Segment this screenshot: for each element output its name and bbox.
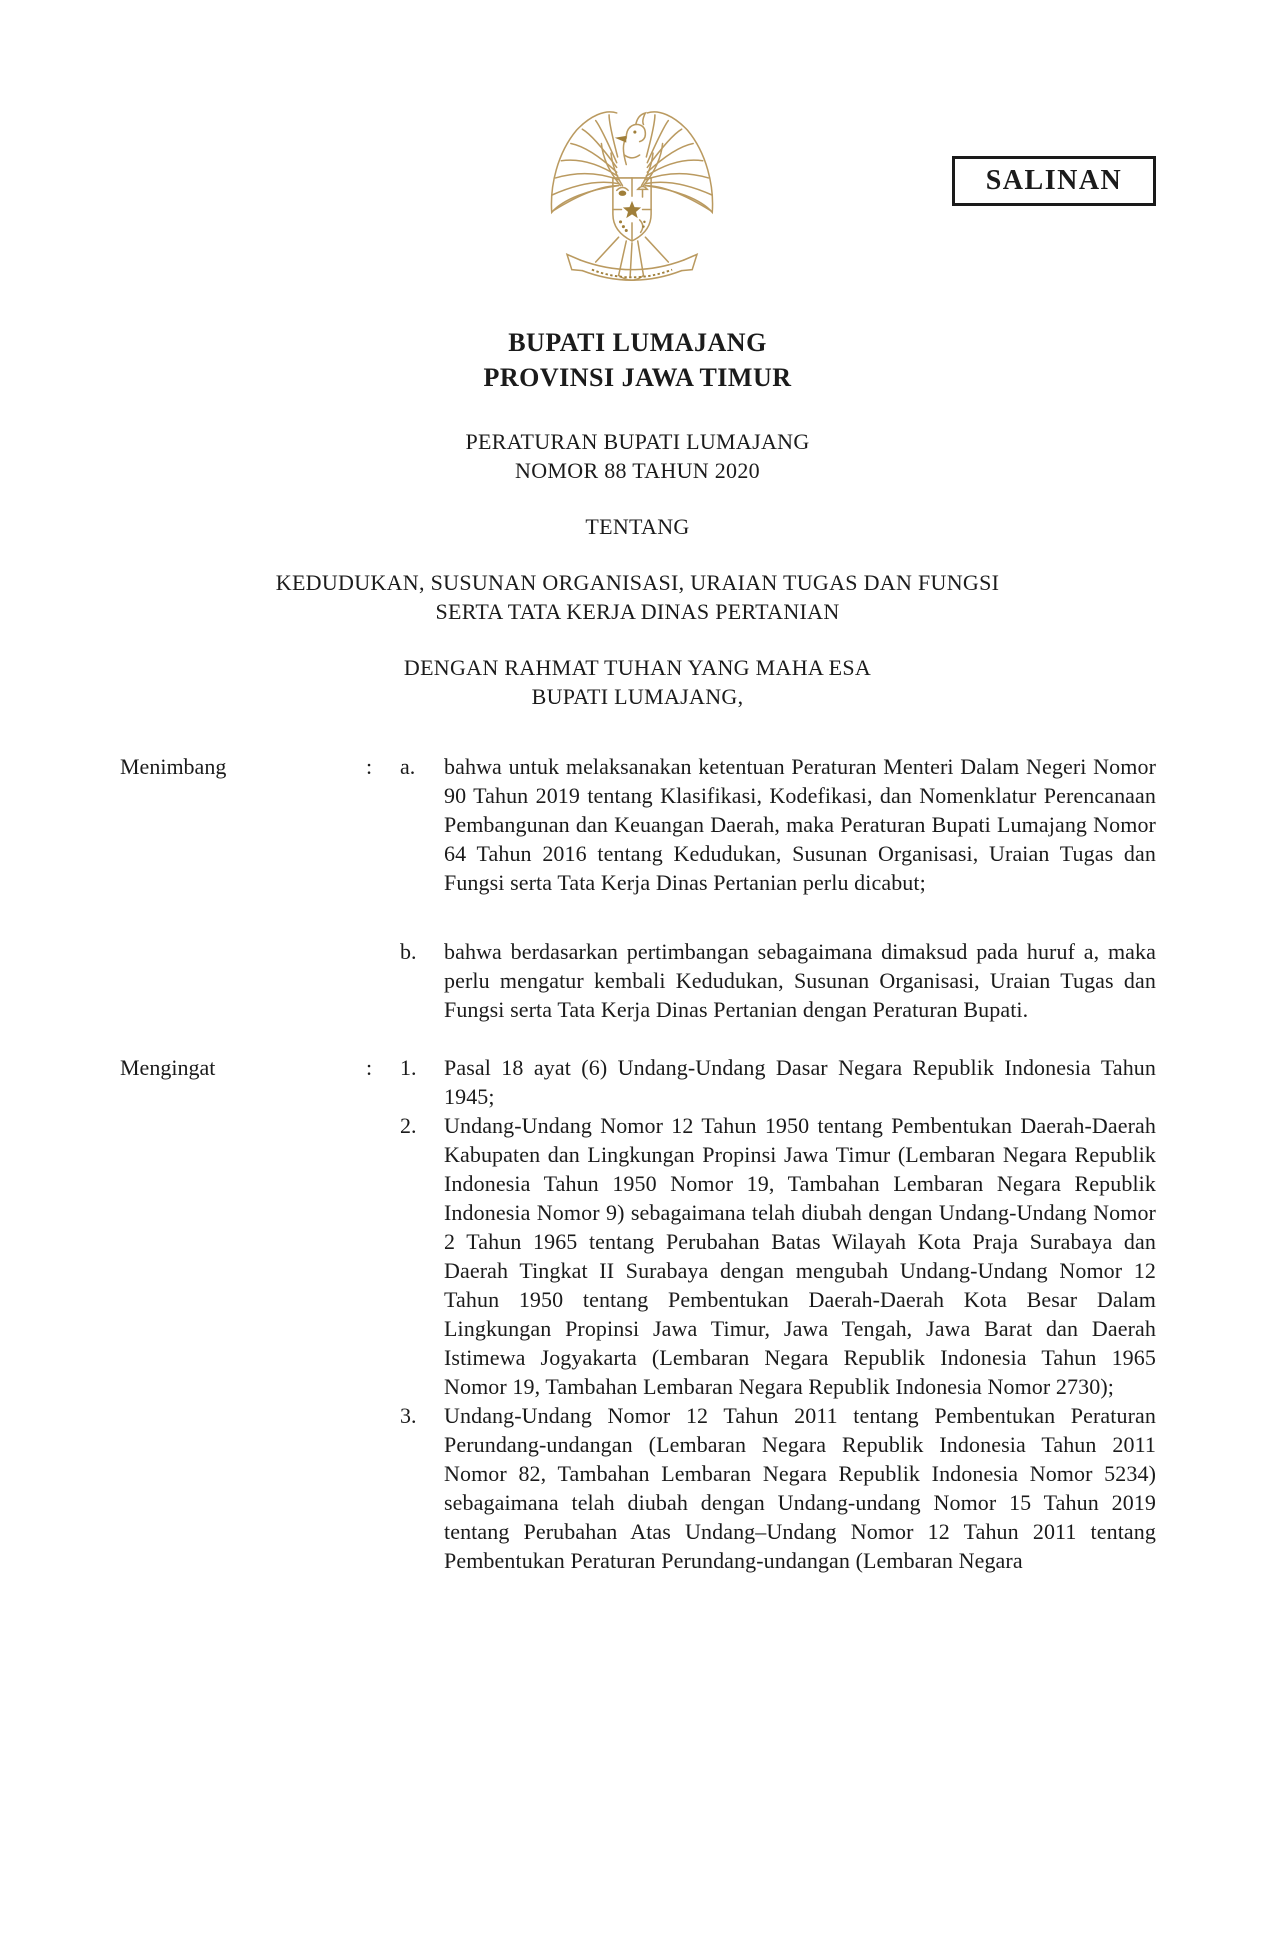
subject-line-2: SERTA TATA KERJA DINAS PERTANIAN: [435, 599, 840, 624]
invocation-line-2: BUPATI LUMAJANG,: [531, 684, 744, 709]
mengingat-item-2-text: Undang-Undang Nomor 12 Tahun 1950 tentang Pembentukan Daerah-Daerah Kabupaten dan Lingkungan Propinsi Jawa Timur (Lembaran Negara Republik Indonesia Tahun 1950 Nomor 19, Tambahan Lembaran Negara Republik Indonesia Nomor 9) sebagaimana telah diubah dengan Undang-Undang Nomor 2 Tahun 1965 tentang Perubahan Batas Wilayah Kota Praja Surabaya dan Daerah Tingkat II Surabaya dengan mengubah Undang-Undang Nomor 12 Tahun 1950 tentang Pembentukan Daerah-Daerah Kota Besar Dalam Lingkungan Propinsi Jawa Timur, Jawa Tengah, Jawa Barat dan Daerah Istimewa Jogyakarta (Lembaran Negara Republik Indonesia Tahun 1965 Nomor 19, Tambahan Lembaran Negara Republik Indonesia Nomor 2730);: [444, 1113, 1156, 1399]
mengingat-item-2-marker: 2.: [400, 1113, 417, 1138]
subject-line-1: KEDUDUKAN, SUSUNAN ORGANISASI, URAIAN TUGAS DAN FUNGSI: [275, 570, 1000, 595]
menimbang-items: [400, 752, 1156, 1024]
menimbang-colon: :: [366, 754, 373, 779]
regulation-title: PERATURAN BUPATI LUMAJANG: [465, 429, 810, 454]
mengingat-item-3: [400, 1401, 1156, 1575]
mengingat-item-1-text: Pasal 18 ayat (6) Undang-Undang Dasar Negara Republik Indonesia Tahun 1945;: [444, 1055, 1156, 1109]
invocation-line-1: DENGAN RAHMAT TUHAN YANG MAHA ESA: [403, 655, 872, 680]
letterhead-issuer: BUPATI LUMAJANG: [508, 328, 767, 357]
mengingat-item-3-marker: 3.: [400, 1403, 417, 1428]
regulation-number: NOMOR 88 TAHUN 2020: [515, 458, 760, 483]
letterhead-province: PROVINSI JAWA TIMUR: [483, 363, 792, 392]
mengingat-item-3-text: Undang-Undang Nomor 12 Tahun 2011 tentang Pembentukan Peraturan Perundang-undangan (Lembaran Negara Republik Indonesia Tahun 2011 Nomor 82, Tambahan Lembaran Negara Republik Indonesia Nomor 5234) sebagaimana telah diubah dengan Undang-undang Nomor 15 Tahun 2019 tentang Perubahan Atas Undang–Undang Nomor 12 Tahun 2011 tentang Pembentukan Peraturan Perundang-undangan (Lembaran Negara: [444, 1403, 1156, 1573]
menimbang-section: [120, 752, 1156, 1024]
menimbang-item-a-text: bahwa untuk melaksanakan ketentuan Peraturan Menteri Dalam Negeri Nomor 90 Tahun 2019 tentang Klasifikasi, Kodefikasi, dan Nomenklatur Perencanaan Pembangunan dan Keuangan Daerah, maka Peraturan Bupati Lumajang Nomor 64 Tahun 2016 tentang Kedudukan, Susunan Organisasi, Uraian Tugas dan Fungsi serta Tata Kerja Dinas Pertanian perlu dicabut;: [444, 754, 1156, 895]
salinan-label: SALINAN: [985, 165, 1123, 196]
mengingat-item-2: [400, 1111, 1156, 1401]
document-body: [120, 752, 1156, 1575]
mengingat-colon: :: [366, 1055, 373, 1080]
about-label: TENTANG: [585, 514, 690, 539]
mengingat-items: [400, 1053, 1156, 1575]
mengingat-section: [120, 1053, 1156, 1575]
document-heading: [0, 325, 1275, 711]
menimbang-item-b-marker: b.: [400, 939, 417, 964]
menimbang-item-a-marker: a.: [400, 754, 416, 779]
garuda-pancasila-emblem: [546, 96, 718, 300]
mengingat-item-1: [400, 1053, 1156, 1111]
menimbang-item-b: [400, 937, 1156, 1024]
menimbang-item-b-text: bahwa berdasarkan pertimbangan sebagaimana dimaksud pada huruf a, maka perlu mengatur kembali Kedudukan, Susunan Organisasi, Uraian Tugas dan Fungsi serta Tata Kerja Dinas Pertanian dengan Peraturan Bupati.: [444, 939, 1156, 1022]
menimbang-item-a: [400, 752, 1156, 897]
menimbang-label: Menimbang: [120, 754, 227, 779]
mengingat-label: Mengingat: [120, 1055, 216, 1080]
mengingat-item-1-marker: 1.: [400, 1055, 417, 1080]
salinan-stamp: [952, 156, 1156, 206]
